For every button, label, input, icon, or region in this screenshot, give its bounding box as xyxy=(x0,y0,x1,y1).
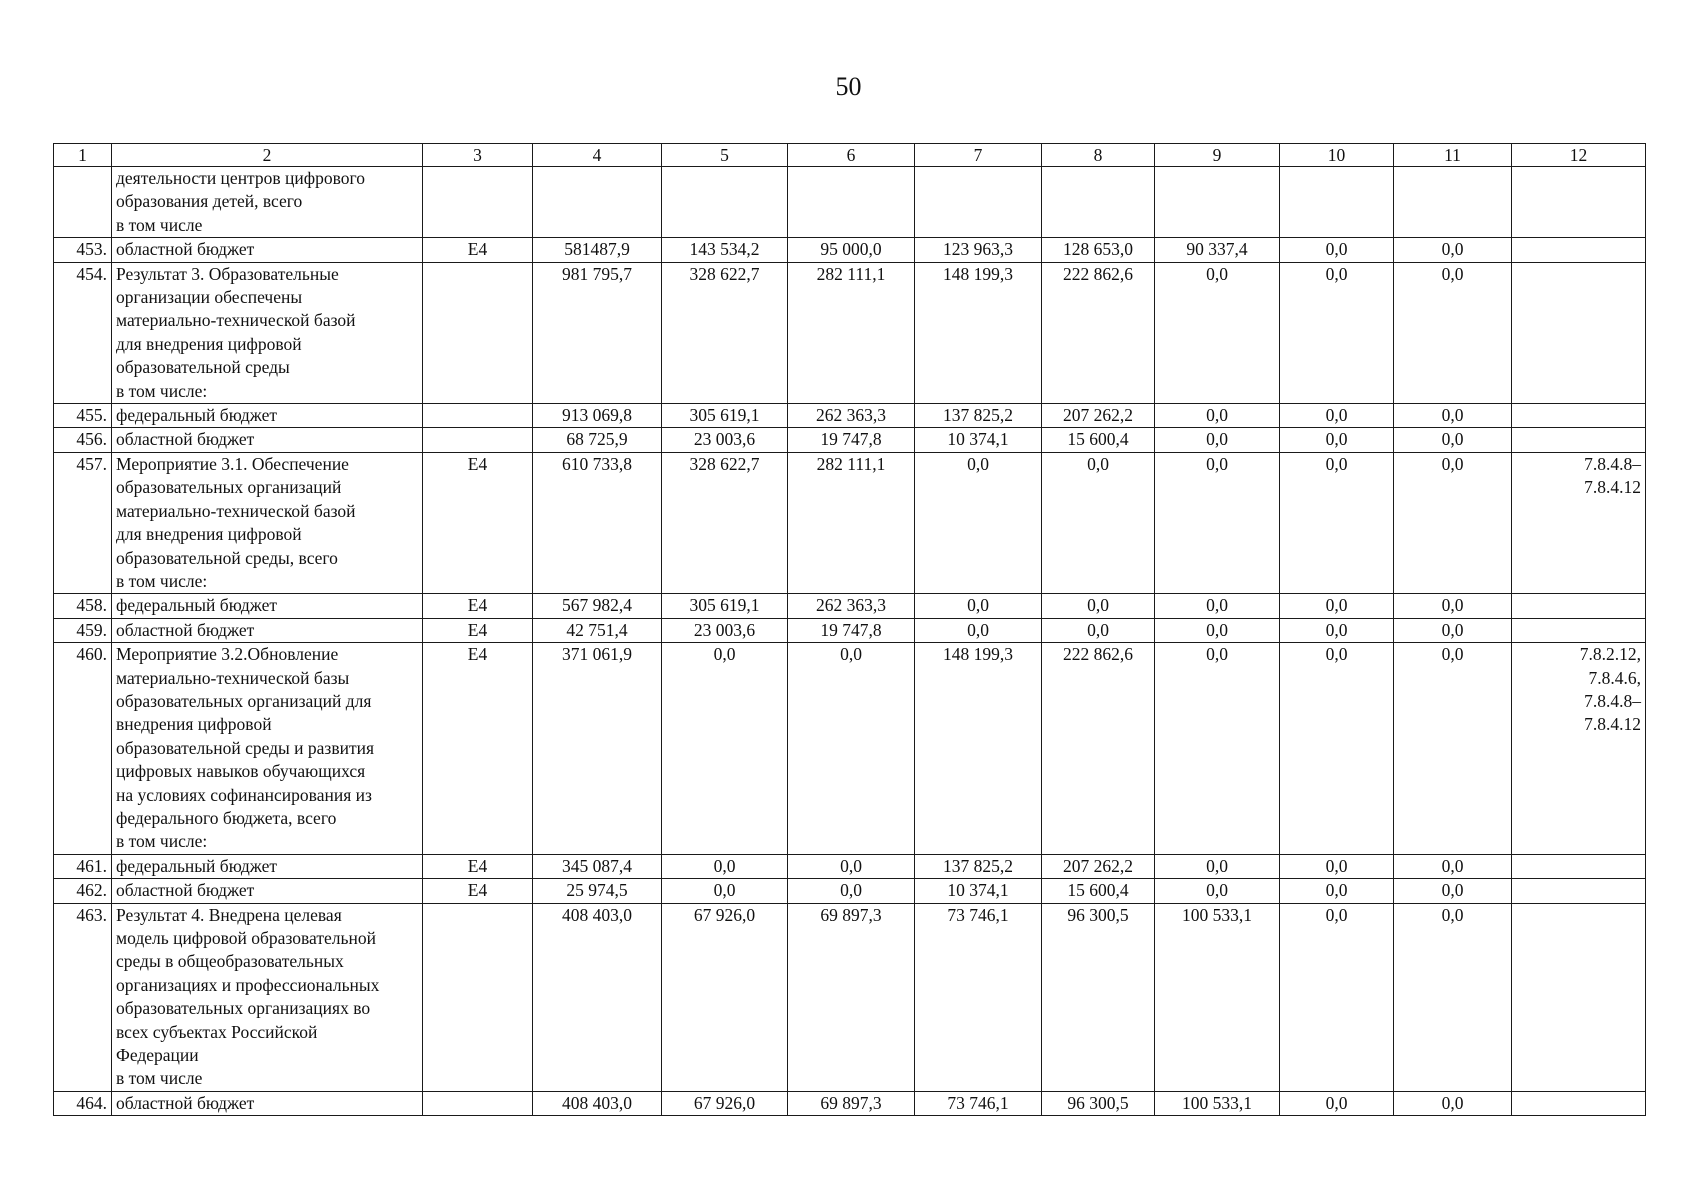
value-cell: 610 733,8 xyxy=(533,452,662,593)
value-cell: 0,0 xyxy=(662,879,788,903)
row-number: 459. xyxy=(54,618,112,642)
item-name: Результат 4. Внедрена целевая модель цифровой образовательной среды в общеобразовательных организациях и профессиональных образовательных организациях во всех субъектах Российской Федерации в том числе xyxy=(112,903,423,1091)
project-code: Е4 xyxy=(423,854,533,878)
value-cell: 0,0 xyxy=(1394,238,1512,262)
value-cell: 0,0 xyxy=(1280,854,1394,878)
item-name: федеральный бюджет xyxy=(112,594,423,618)
value-cell: 10 374,1 xyxy=(915,428,1042,452)
value-cell: 143 534,2 xyxy=(662,238,788,262)
reference-cell xyxy=(1512,594,1646,618)
page-number: 50 xyxy=(835,72,862,101)
value-cell: 0,0 xyxy=(1155,428,1280,452)
value-cell: 0,0 xyxy=(788,643,915,855)
item-name: федеральный бюджет xyxy=(112,404,423,428)
item-name: областной бюджет xyxy=(112,428,423,452)
project-code: Е4 xyxy=(423,618,533,642)
value-cell: 15 600,4 xyxy=(1042,428,1155,452)
value-cell: 69 897,3 xyxy=(788,903,915,1091)
project-code xyxy=(423,167,533,238)
value-cell: 73 746,1 xyxy=(915,1091,1042,1115)
table-row xyxy=(54,404,1646,428)
value-cell: 100 533,1 xyxy=(1155,903,1280,1091)
value-cell: 207 262,2 xyxy=(1042,854,1155,878)
reference-cell: 7.8.2.12, 7.8.4.6, 7.8.4.8– 7.8.4.12 xyxy=(1512,643,1646,855)
table-row xyxy=(54,854,1646,878)
value-cell: 345 087,4 xyxy=(533,854,662,878)
value-cell: 137 825,2 xyxy=(915,404,1042,428)
column-number-9: 9 xyxy=(1155,144,1280,167)
item-name: областной бюджет xyxy=(112,1091,423,1115)
reference-cell xyxy=(1512,618,1646,642)
reference-cell xyxy=(1512,428,1646,452)
value-cell: 0,0 xyxy=(1394,854,1512,878)
value-cell: 42 751,4 xyxy=(533,618,662,642)
value-cell: 0,0 xyxy=(1280,879,1394,903)
reference-cell xyxy=(1512,903,1646,1091)
row-number: 455. xyxy=(54,404,112,428)
value-cell: 262 363,3 xyxy=(788,404,915,428)
project-code: Е4 xyxy=(423,643,533,855)
row-number: 454. xyxy=(54,262,112,403)
project-code xyxy=(423,428,533,452)
value-cell: 90 337,4 xyxy=(1155,238,1280,262)
table-row xyxy=(54,879,1646,903)
value-cell: 0,0 xyxy=(1280,1091,1394,1115)
value-cell: 0,0 xyxy=(662,643,788,855)
value-cell: 0,0 xyxy=(662,854,788,878)
item-name: Мероприятие 3.2.Обновление материально-технической базы образовательных организаций для внедрения цифровой образовательной среды и развития цифровых навыков обучающихся на условиях софинансирования из федерального бюджета, всего в том числе: xyxy=(112,643,423,855)
value-cell: 0,0 xyxy=(1280,262,1394,403)
value-cell: 0,0 xyxy=(1155,618,1280,642)
column-number-10: 10 xyxy=(1280,144,1394,167)
value-cell: 0,0 xyxy=(1155,643,1280,855)
table-row xyxy=(54,643,1646,855)
value-cell xyxy=(1155,167,1280,238)
value-cell xyxy=(788,167,915,238)
column-number-4: 4 xyxy=(533,144,662,167)
table-row xyxy=(54,238,1646,262)
table-row xyxy=(54,618,1646,642)
value-cell xyxy=(662,167,788,238)
value-cell: 100 533,1 xyxy=(1155,1091,1280,1115)
value-cell: 68 725,9 xyxy=(533,428,662,452)
value-cell: 96 300,5 xyxy=(1042,1091,1155,1115)
value-cell: 0,0 xyxy=(1394,1091,1512,1115)
item-name: Результат 3. Образовательные организации обеспечены материально-технической базой для внедрения цифровой образовательной среды в том числе: xyxy=(112,262,423,403)
value-cell: 0,0 xyxy=(1155,854,1280,878)
value-cell: 0,0 xyxy=(1280,643,1394,855)
value-cell: 282 111,1 xyxy=(788,452,915,593)
value-cell: 371 061,9 xyxy=(533,643,662,855)
value-cell: 222 862,6 xyxy=(1042,262,1155,403)
value-cell: 0,0 xyxy=(788,854,915,878)
reference-cell xyxy=(1512,238,1646,262)
project-code: Е4 xyxy=(423,594,533,618)
value-cell: 0,0 xyxy=(1042,618,1155,642)
value-cell: 19 747,8 xyxy=(788,428,915,452)
reference-cell xyxy=(1512,854,1646,878)
item-name: областной бюджет xyxy=(112,618,423,642)
value-cell: 305 619,1 xyxy=(662,404,788,428)
value-cell: 95 000,0 xyxy=(788,238,915,262)
value-cell: 0,0 xyxy=(1042,594,1155,618)
value-cell: 0,0 xyxy=(1394,903,1512,1091)
value-cell: 262 363,3 xyxy=(788,594,915,618)
project-code: Е4 xyxy=(423,238,533,262)
value-cell xyxy=(1280,167,1394,238)
row-number: 463. xyxy=(54,903,112,1091)
table-row xyxy=(54,428,1646,452)
value-cell xyxy=(1394,167,1512,238)
item-name: деятельности центров цифрового образования детей, всего в том числе xyxy=(112,167,423,238)
value-cell: 96 300,5 xyxy=(1042,903,1155,1091)
value-cell: 0,0 xyxy=(1280,238,1394,262)
row-number: 456. xyxy=(54,428,112,452)
value-cell: 282 111,1 xyxy=(788,262,915,403)
value-cell: 0,0 xyxy=(1394,618,1512,642)
row-number: 458. xyxy=(54,594,112,618)
value-cell: 19 747,8 xyxy=(788,618,915,642)
value-cell: 0,0 xyxy=(1394,594,1512,618)
table-body xyxy=(54,144,1646,1116)
row-number: 460. xyxy=(54,643,112,855)
table-row xyxy=(54,594,1646,618)
value-cell: 128 653,0 xyxy=(1042,238,1155,262)
value-cell: 305 619,1 xyxy=(662,594,788,618)
project-code xyxy=(423,903,533,1091)
table-row xyxy=(54,167,1646,238)
reference-cell xyxy=(1512,167,1646,238)
reference-cell xyxy=(1512,262,1646,403)
value-cell: 0,0 xyxy=(915,452,1042,593)
value-cell: 0,0 xyxy=(1394,452,1512,593)
item-name: федеральный бюджет xyxy=(112,854,423,878)
value-cell: 222 862,6 xyxy=(1042,643,1155,855)
value-cell: 67 926,0 xyxy=(662,903,788,1091)
item-name: областной бюджет xyxy=(112,879,423,903)
column-number-7: 7 xyxy=(915,144,1042,167)
value-cell: 0,0 xyxy=(915,618,1042,642)
value-cell: 0,0 xyxy=(1280,452,1394,593)
value-cell: 581487,9 xyxy=(533,238,662,262)
reference-cell xyxy=(1512,879,1646,903)
value-cell: 0,0 xyxy=(1280,903,1394,1091)
row-number: 464. xyxy=(54,1091,112,1115)
value-cell: 0,0 xyxy=(788,879,915,903)
value-cell: 0,0 xyxy=(1280,428,1394,452)
value-cell: 328 622,7 xyxy=(662,452,788,593)
column-number-1: 1 xyxy=(54,144,112,167)
value-cell: 0,0 xyxy=(1280,404,1394,428)
column-number-2: 2 xyxy=(112,144,423,167)
value-cell xyxy=(915,167,1042,238)
table-row xyxy=(54,262,1646,403)
table-row xyxy=(54,452,1646,593)
column-number-12: 12 xyxy=(1512,144,1646,167)
project-code xyxy=(423,404,533,428)
value-cell: 567 982,4 xyxy=(533,594,662,618)
value-cell: 148 199,3 xyxy=(915,643,1042,855)
value-cell: 0,0 xyxy=(1280,618,1394,642)
value-cell: 123 963,3 xyxy=(915,238,1042,262)
column-number-3: 3 xyxy=(423,144,533,167)
item-name: областной бюджет xyxy=(112,238,423,262)
value-cell: 0,0 xyxy=(1155,594,1280,618)
reference-cell xyxy=(1512,1091,1646,1115)
project-code: Е4 xyxy=(423,879,533,903)
project-code xyxy=(423,262,533,403)
value-cell: 0,0 xyxy=(1155,452,1280,593)
value-cell: 73 746,1 xyxy=(915,903,1042,1091)
value-cell: 23 003,6 xyxy=(662,428,788,452)
column-number-6: 6 xyxy=(788,144,915,167)
budget-table xyxy=(53,143,1646,1116)
row-number: 462. xyxy=(54,879,112,903)
value-cell: 0,0 xyxy=(1394,262,1512,403)
value-cell: 0,0 xyxy=(1155,262,1280,403)
value-cell: 0,0 xyxy=(1394,879,1512,903)
column-number-11: 11 xyxy=(1394,144,1512,167)
value-cell xyxy=(533,167,662,238)
column-number-5: 5 xyxy=(662,144,788,167)
value-cell: 25 974,5 xyxy=(533,879,662,903)
value-cell: 408 403,0 xyxy=(533,903,662,1091)
project-code xyxy=(423,1091,533,1115)
value-cell: 0,0 xyxy=(1280,594,1394,618)
value-cell: 981 795,7 xyxy=(533,262,662,403)
row-number: 461. xyxy=(54,854,112,878)
table-row xyxy=(54,903,1646,1091)
reference-cell xyxy=(1512,404,1646,428)
value-cell: 10 374,1 xyxy=(915,879,1042,903)
value-cell: 69 897,3 xyxy=(788,1091,915,1115)
project-code: Е4 xyxy=(423,452,533,593)
value-cell: 0,0 xyxy=(1155,879,1280,903)
value-cell: 913 069,8 xyxy=(533,404,662,428)
value-cell: 0,0 xyxy=(1394,404,1512,428)
value-cell: 148 199,3 xyxy=(915,262,1042,403)
row-number: 453. xyxy=(54,238,112,262)
value-cell: 408 403,0 xyxy=(533,1091,662,1115)
reference-cell: 7.8.4.8– 7.8.4.12 xyxy=(1512,452,1646,593)
value-cell xyxy=(1042,167,1155,238)
row-number: 457. xyxy=(54,452,112,593)
value-cell: 23 003,6 xyxy=(662,618,788,642)
column-number-8: 8 xyxy=(1042,144,1155,167)
row-number xyxy=(54,167,112,238)
value-cell: 328 622,7 xyxy=(662,262,788,403)
value-cell: 15 600,4 xyxy=(1042,879,1155,903)
value-cell: 0,0 xyxy=(1155,404,1280,428)
value-cell: 207 262,2 xyxy=(1042,404,1155,428)
value-cell: 0,0 xyxy=(1394,428,1512,452)
value-cell: 0,0 xyxy=(1394,643,1512,855)
value-cell: 0,0 xyxy=(915,594,1042,618)
column-number-row xyxy=(54,144,1646,167)
value-cell: 0,0 xyxy=(1042,452,1155,593)
table-row xyxy=(54,1091,1646,1115)
value-cell: 137 825,2 xyxy=(915,854,1042,878)
value-cell: 67 926,0 xyxy=(662,1091,788,1115)
item-name: Мероприятие 3.1. Обеспечение образовательных организаций материально-технической базой для внедрения цифровой образовательной среды, всего в том числе: xyxy=(112,452,423,593)
